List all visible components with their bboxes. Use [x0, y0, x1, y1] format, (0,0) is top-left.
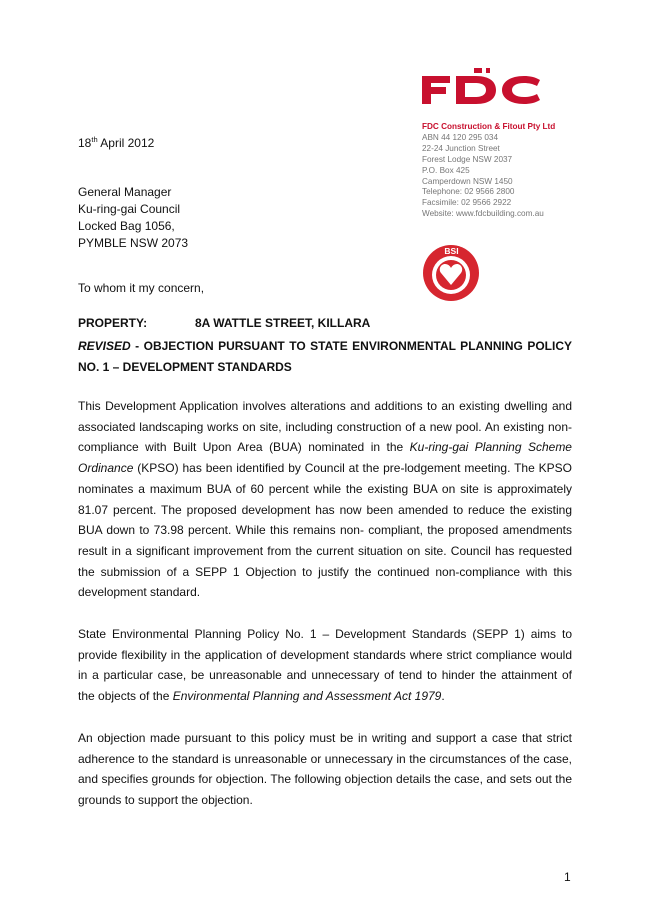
company-details [422, 122, 602, 220]
recipient-address [78, 184, 188, 252]
heading-revised: REVISED [78, 339, 131, 353]
company-abn: ABN 44 120 295 034 [422, 132, 499, 142]
company-name: FDC Construction & Fitout Pty Ltd [422, 122, 556, 131]
property-line [78, 316, 371, 330]
svg-text:BSI: BSI [444, 246, 459, 256]
page-number: 1 [564, 870, 571, 884]
company-telephone: Telephone: 02 9566 2800 [422, 187, 515, 197]
heading-text: - OBJECTION PURSUANT TO STATE ENVIRONMENTAL PLANNING POLICY NO. 1 – DEVELOPMENT STANDARDS [78, 339, 572, 374]
address-line: Ku-ring-gai Council [78, 202, 181, 216]
company-facsimile: Facsimile: 02 9566 2922 [422, 198, 512, 208]
address-line: PYMBLE NSW 2073 [78, 236, 189, 250]
act-title: Environmental Planning and Assessment Act 1979 [172, 689, 442, 704]
company-suburb: Forest Lodge NSW 2037 [422, 154, 513, 164]
greeting: To whom it my concern, [78, 281, 205, 295]
property-label: PROPERTY: [78, 316, 148, 330]
company-po-suburb: Camperdown NSW 1450 [422, 176, 513, 186]
letter-heading [78, 336, 572, 378]
address-line: General Manager [78, 185, 172, 199]
paragraph-2: State Environmental Planning Policy No. 1 – Development Standards (SEPP 1) aims to provide flexibility in the application of development standards where strict compliance would in a particular case, be unreasonable and unnecessary of tend to hinder the attainment of the objects of the Environmental Planning and Assessment Act 1979. [78, 627, 572, 704]
property-address: 8A WATTLE STREET, KILLARA [195, 316, 371, 330]
ordinance-title: Ku-ring-gai Planning Scheme Ordinance [78, 440, 572, 476]
letter-date: 18th April 2012 [78, 135, 155, 150]
company-website: Website: www.fdcbuilding.com.au [422, 209, 544, 219]
company-po-box: P.O. Box 425 [422, 165, 470, 175]
company-street: 22-24 Junction Street [422, 143, 500, 153]
paragraph-3: An objection made pursuant to this policy must be in writing and support a case that strict adherence to the standard is unreasonable or unnecessary in the circumstances of the case, and specifies grounds for objection. The following objection details the case, and sets out the grounds to support the objection. [78, 731, 572, 808]
paragraph-1: This Development Application involves alterations and additions to an existing dwelling and associated landscaping works on site, including construction of a new pool. An existing non-compliance with Built Upon Area (BUA) nominated in the Ku-ring-gai Planning Scheme Ordinance (KPSO) has been identified by Council at the pre-lodgement meeting. The KPSO nominates a maximum BUA of 60 percent while the existing BUA on site is approximately 81.07 percent. The proposed development has now been amended to reduce the existing BUA down to 73.98 percent. While this remains non- compliant, the proposed amendments result in a significant improvement from the current situation on site. Council has requested the submission of a SEPP 1 Objection to justify the continued non-compliance with this development standard. [78, 399, 572, 600]
address-line: Locked Bag 1056, [78, 219, 175, 233]
fdc-logo [420, 68, 544, 108]
bsi-certification-icon [420, 240, 482, 302]
